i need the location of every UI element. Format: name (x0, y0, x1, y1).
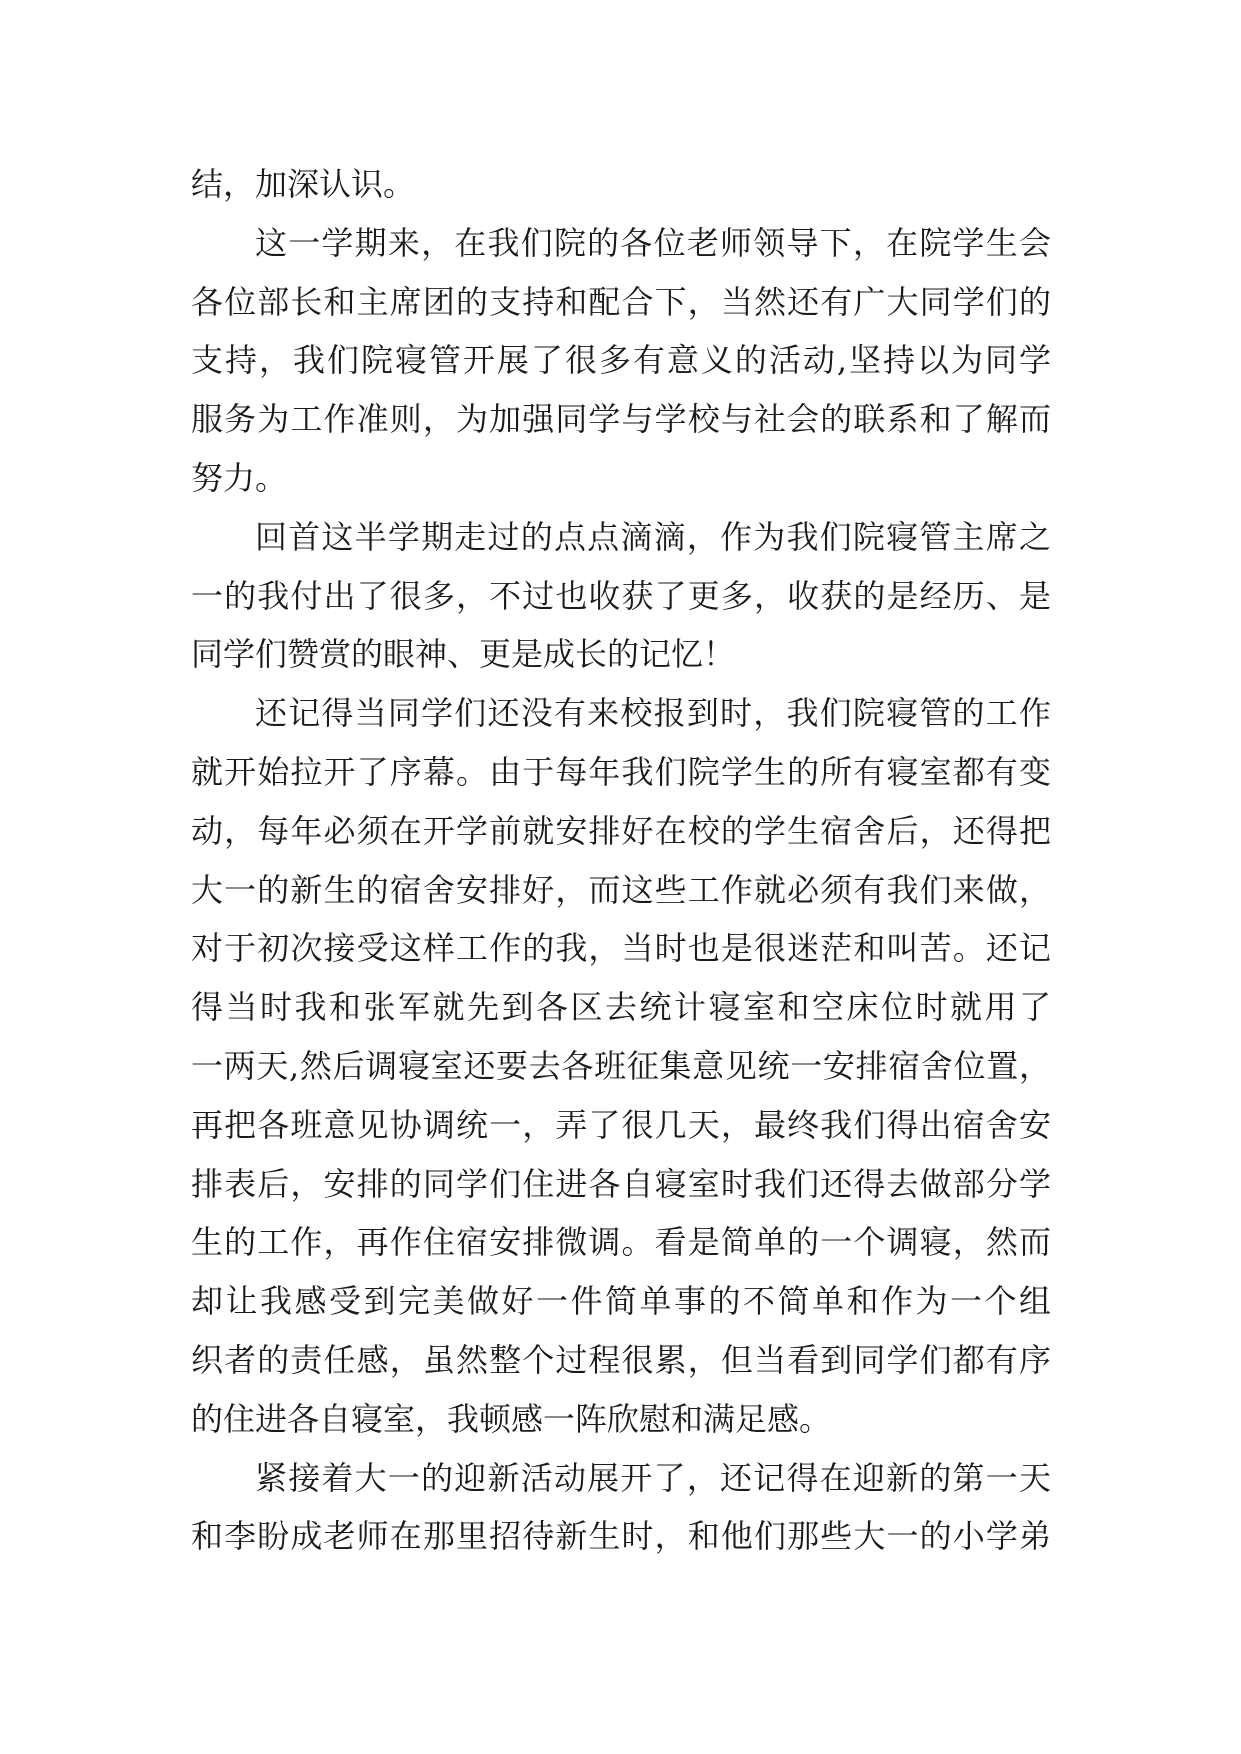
text-line: 生的工作，再作住宿安排微调。看是简单的一个调寝，然而 (191, 1223, 1051, 1262)
text-line: 排表后，安排的同学们住进各自寝室时我们还得去做部分学 (191, 1164, 1051, 1203)
text-line: 努力。 (191, 458, 288, 497)
text-line: 得当时我和张军就先到各区去统计寝室和空床位时就用了 (191, 988, 1051, 1027)
text-line: 回首这半学期走过的点点滴滴，作为我们院寝管主席之 (255, 517, 1051, 556)
text-line: 结，加深认识。 (191, 165, 416, 203)
text-line: 服务为工作准则，为加强同学与学校与社会的联系和了解而 (191, 400, 1051, 439)
text-line: 支持，我们院寝管开展了很多有意义的活动,坚持以为同学 (191, 341, 1051, 380)
text-line: 一的我付出了很多，不过也收获了更多，收获的是经历、是 (191, 576, 1051, 615)
text-line: 同学们赞赏的眼神、更是成长的记忆！ (191, 635, 736, 674)
text-line: 动，每年必须在开学前就安排好在校的学生宿舍后，还得把 (191, 811, 1051, 850)
text-line: 的住进各自寝室，我顿感一阵欣慰和满足感。 (191, 1399, 832, 1438)
text-line: 织者的责任感，虽然整个过程很累，但当看到同学们都有序 (191, 1340, 1051, 1379)
text-line: 一两天,然后调寝室还要去各班征集意见统一安排宿舍位置， (191, 1046, 1051, 1085)
text-line: 却让我感受到完美做好一件简单事的不简单和作为一个组 (191, 1282, 1051, 1321)
document-body-text (191, 155, 1051, 1566)
text-line: 大一的新生的宿舍安排好，而这些工作就必须有我们来做， (191, 870, 1051, 909)
text-line: 就开始拉开了序幕。由于每年我们院学生的所有寝室都有变 (191, 752, 1051, 791)
text-line: 再把各班意见协调统一，弄了很几天，最终我们得出宿舍安 (191, 1105, 1051, 1144)
text-line: 各位部长和主席团的支持和配合下，当然还有广大同学们的 (191, 282, 1051, 321)
text-line: 这一学期来，在我们院的各位老师领导下，在院学生会 (255, 223, 1051, 262)
text-line: 还记得当同学们还没有来校报到时，我们院寝管的工作 (255, 694, 1051, 733)
text-line: 紧接着大一的迎新活动展开了，还记得在迎新的第一天 (255, 1458, 1051, 1497)
text-line: 对于初次接受这样工作的我，当时也是很迷茫和叫苦。还记 (191, 929, 1051, 968)
text-line: 和李盼成老师在那里招待新生时，和他们那些大一的小学弟 (191, 1517, 1051, 1556)
